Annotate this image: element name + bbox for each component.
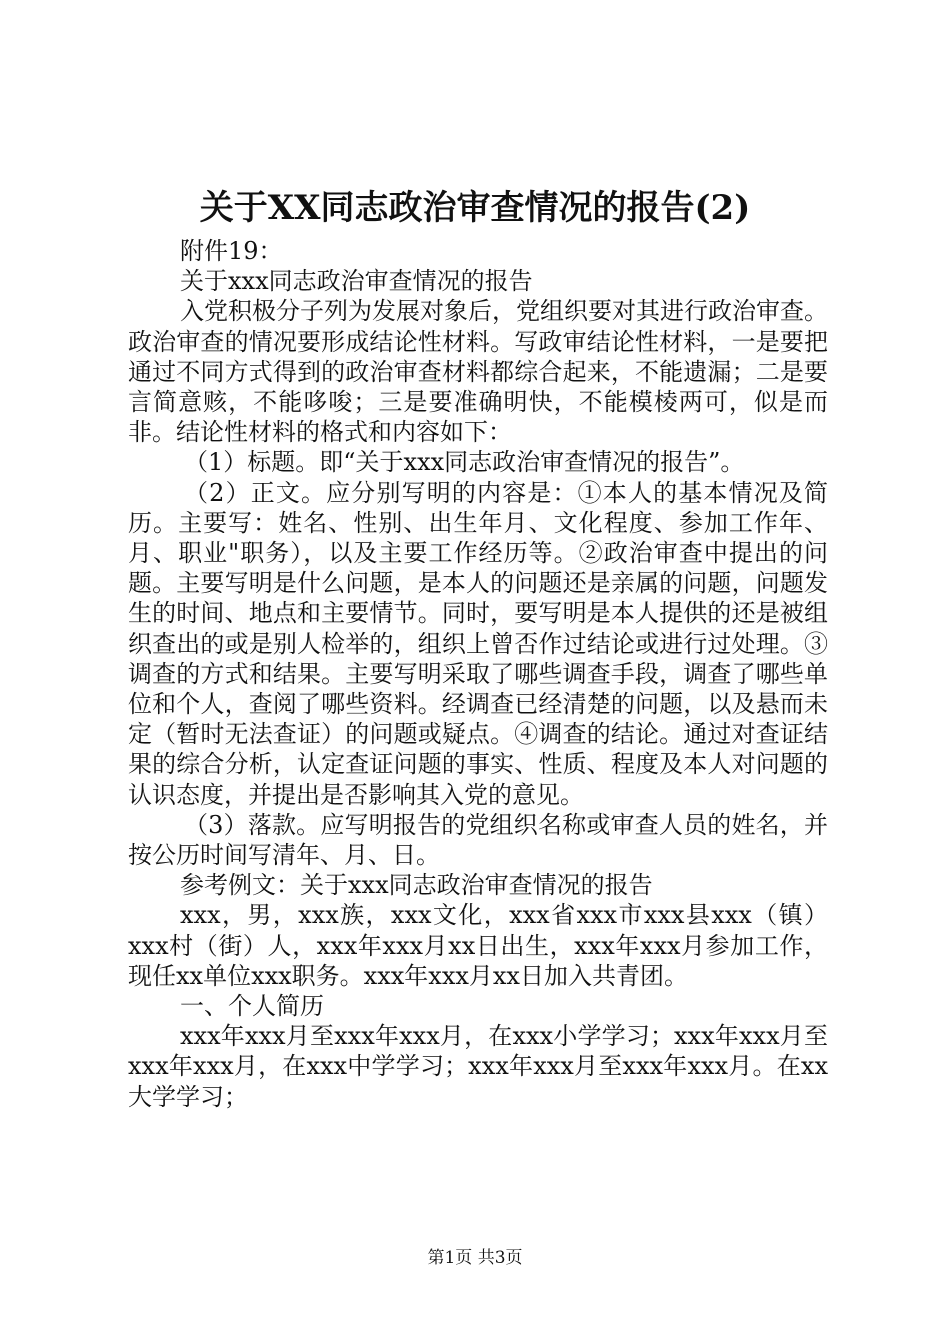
document-title: 关于XX同志政治审查情况的报告(2) — [199, 188, 751, 228]
paragraph-item-signature: （3）落款。应写明报告的党组织名称或审查人员的姓名，并按公历时间写清年、月、日。 — [128, 810, 828, 870]
paragraph-example-heading: 参考例文：关于xxx同志政治审查情况的报告 — [180, 871, 653, 900]
paragraph-intro: 入党积极分子列为发展对象后，党组织要对其进行政治审查。政治审查的情况要形成结论性材料。写政审结论性材料，一是要把通过不同方式得到的政治审查材料都综合起来，不能遗漏；二是要言简意赅，不能哆唆；三是要准确明快，不能模棱两可，似是而非。结论性材料的格式和内容如下： — [128, 297, 828, 447]
page-footer: 第1页 共3页 — [427, 1248, 523, 1268]
paragraph-item-title: （1）标题。即“关于xxx同志政治审查情况的报告”。 — [184, 448, 745, 477]
section-heading-resume: 一、个人简历 — [180, 992, 324, 1021]
paragraph-example-basic-info: xxx，男，xxx族，xxx文化，xxx省xxx市xxx县xxx（镇）xxx村（街）人，xxx年xxx月xx日出生，xxx年xxx月参加工作，现任xx单位xxx职务。xxx年xxx月xx日加入共青团。 — [128, 901, 828, 990]
paragraph-resume: xxx年xxx月至xxx年xxx月，在xxx小学学习；xxx年xxx月至xxx年xxx月，在xxx中学学习；xxx年xxx月至xxx年xxx月。在xx大学学习； — [128, 1022, 828, 1111]
document-body — [128, 236, 828, 1112]
paragraph-item-body: （2）正文。应分别写明的内容是：①本人的基本情况及简历。主要写：姓名、性别、出生年月、文化程度、参加工作年、月、职业"职务），以及主要工作经历等。②政治审查中提出的问题。主要写明是什么问题，是本人的问题还是亲属的问题，问题发生的时间、地点和主要情节。同时，要写明是本人提供的还是被组织查出的或是别人检举的，组织上曾否作过结论或进行过处理。③调查的方式和结果。主要写明采取了哪些调查手段，调查了哪些单位和个人，查阅了哪些资料。经调查已经清楚的问题，以及悬而未定（暂时无法查证）的问题或疑点。④调查的结论。通过对查证结果的综合分析，认定查证问题的事实、性质、程度及本人对问题的认识态度，并提出是否影响其入党的意见。 — [128, 478, 828, 809]
paragraph-subtitle: 关于xxx同志政治审查情况的报告 — [180, 267, 533, 296]
paragraph-attachment-label: 附件19： — [180, 237, 283, 265]
